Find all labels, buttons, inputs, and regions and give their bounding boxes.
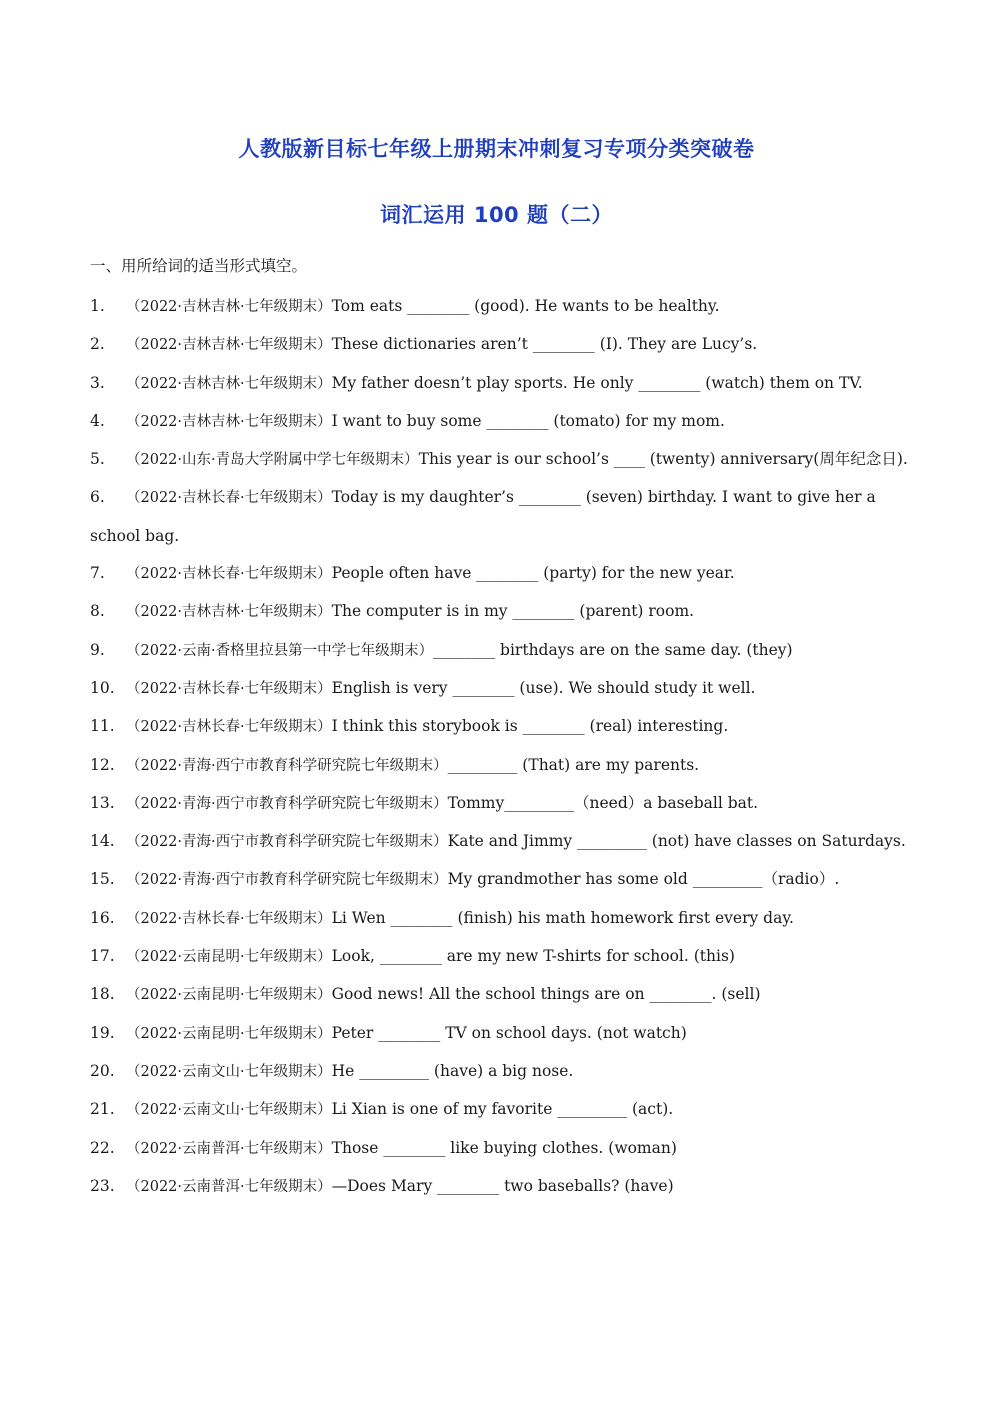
question-source: （2022·云南·香格里拉县第一中学七年级期末）	[126, 642, 434, 659]
question-source: （2022·吉林吉林·七年级期末）	[126, 413, 332, 430]
question-item	[90, 861, 910, 899]
question-number: 22.	[90, 1138, 115, 1157]
question-item	[90, 1091, 910, 1129]
question-text: This year is our school’s ____ (twenty) anniversary(周年纪念日).	[418, 450, 908, 469]
question-text: _________ (That) are my parents.	[447, 755, 700, 774]
question-text: I want to buy some ________ (tomato) for my mom.	[331, 411, 725, 430]
question-text: These dictionaries aren’t ________ (I). They are Lucy’s.	[331, 335, 758, 354]
question-text: My father doesn’t play sports. He only ________ (watch) them on TV.	[331, 373, 863, 392]
question-text: ________ birthdays are on the same day. (they)	[433, 640, 793, 659]
question-number: 1.	[90, 297, 105, 315]
question-number: 11.	[90, 717, 115, 736]
question-source: （2022·云南昆明·七年级期末）	[126, 949, 332, 966]
question-source: （2022·吉林吉林·七年级期末）	[126, 604, 332, 621]
question-source: （2022·山东·青岛大学附属中学七年级期末）	[126, 452, 419, 469]
question-list	[90, 288, 910, 1206]
question-number: 5.	[90, 450, 105, 469]
question-item	[90, 441, 910, 479]
question-source: （2022·吉林长春·七年级期末）	[126, 566, 332, 583]
question-source: （2022·吉林长春·七年级期末）	[126, 910, 332, 927]
question-source: （2022·云南普洱·七年级期末）	[126, 1140, 332, 1157]
question-source: （2022·吉林吉林·七年级期末）	[126, 337, 332, 354]
question-text: Kate and Jimmy _________ (not) have classes on Saturdays.	[447, 832, 906, 851]
question-item	[90, 670, 910, 708]
question-source: （2022·云南昆明·七年级期末）	[126, 987, 332, 1004]
question-item	[90, 632, 910, 670]
question-number: 18.	[90, 985, 115, 1004]
question-text: —Does Mary ________ two baseballs? (have)	[331, 1176, 674, 1195]
question-source: （2022·青海·西宁市教育科学研究院七年级期末）	[126, 795, 448, 812]
question-item	[90, 479, 910, 555]
question-number: 2.	[90, 335, 105, 354]
question-source: （2022·吉林长春·七年级期末）	[126, 680, 332, 697]
question-text: Peter ________ TV on school days. (not watch)	[331, 1023, 687, 1042]
question-number: 3.	[90, 373, 105, 392]
question-number: 15.	[90, 870, 115, 889]
question-text: English is very ________ (use). We should study it well.	[331, 678, 756, 697]
page-subtitle: 词汇运用 100 题（二）	[380, 203, 613, 227]
question-text: Good news! All the school things are on ________. (sell)	[331, 985, 761, 1004]
question-item	[90, 1168, 910, 1206]
question-number: 9.	[90, 640, 105, 659]
question-item	[90, 900, 910, 938]
question-number: 23.	[90, 1176, 115, 1195]
question-item	[90, 365, 910, 403]
page-title: 人教版新目标七年级上册期末冲刺复习专项分类突破卷	[238, 137, 755, 161]
question-source: （2022·吉林长春·七年级期末）	[126, 490, 332, 507]
question-text: Tom eats ________ (good). He wants to be healthy.	[331, 297, 720, 315]
question-text: My grandmother has some old _________（radio）.	[447, 870, 840, 889]
question-source: （2022·吉林吉林·七年级期末）	[126, 375, 332, 392]
question-item	[90, 976, 910, 1014]
question-number: 14.	[90, 832, 115, 851]
question-source: （2022·云南普洱·七年级期末）	[126, 1178, 332, 1195]
question-source: （2022·云南文山·七年级期末）	[126, 1063, 332, 1080]
question-item	[90, 823, 910, 861]
question-item	[90, 938, 910, 976]
question-number: 13.	[90, 793, 115, 812]
question-number: 17.	[90, 947, 115, 966]
question-item	[90, 747, 910, 785]
question-number: 20.	[90, 1061, 115, 1080]
question-source: （2022·云南文山·七年级期末）	[126, 1102, 332, 1119]
question-number: 16.	[90, 908, 115, 927]
question-text: Li Xian is one of my favorite _________ (act).	[331, 1100, 674, 1119]
question-number: 10.	[90, 678, 115, 697]
question-text: Today is my daughter’s ________ (seven) birthday. I want to give her a school bag.	[90, 488, 876, 545]
question-item	[90, 1015, 910, 1053]
question-source: （2022·青海·西宁市教育科学研究院七年级期末）	[126, 757, 448, 774]
question-text: The computer is in my ________ (parent) room.	[331, 602, 695, 621]
question-text: I think this storybook is ________ (real) interesting.	[331, 717, 729, 736]
question-text: Those ________ like buying clothes. (woman)	[331, 1138, 677, 1157]
question-text: Li Wen ________ (finish) his math homework first every day.	[331, 908, 794, 927]
question-item	[90, 1053, 910, 1091]
question-text: He _________ (have) a big nose.	[331, 1061, 574, 1080]
question-number: 21.	[90, 1100, 115, 1119]
question-item	[90, 403, 910, 441]
question-number: 4.	[90, 411, 105, 430]
question-text: Tommy_________（need）a baseball bat.	[447, 793, 759, 812]
question-source: （2022·吉林吉林·七年级期末）	[126, 299, 332, 315]
question-source: （2022·青海·西宁市教育科学研究院七年级期末）	[126, 834, 448, 851]
question-number: 7.	[90, 564, 105, 583]
question-source: （2022·云南昆明·七年级期末）	[126, 1025, 332, 1042]
question-item	[90, 326, 910, 364]
question-number: 19.	[90, 1023, 115, 1042]
question-item	[90, 1130, 910, 1168]
question-source: （2022·青海·西宁市教育科学研究院七年级期末）	[126, 872, 448, 889]
question-text: People often have ________ (party) for the new year.	[331, 564, 735, 583]
question-item	[90, 593, 910, 631]
section-heading: 一、用所给词的适当形式填空。	[90, 257, 308, 275]
question-number: 12.	[90, 755, 115, 774]
question-item	[90, 288, 910, 326]
question-number: 8.	[90, 602, 105, 621]
question-item	[90, 708, 910, 746]
question-item	[90, 785, 910, 823]
question-text: Look, ________ are my new T-shirts for school. (this)	[331, 947, 735, 966]
question-source: （2022·吉林长春·七年级期末）	[126, 719, 332, 736]
question-item	[90, 555, 910, 593]
question-number: 6.	[90, 488, 105, 507]
